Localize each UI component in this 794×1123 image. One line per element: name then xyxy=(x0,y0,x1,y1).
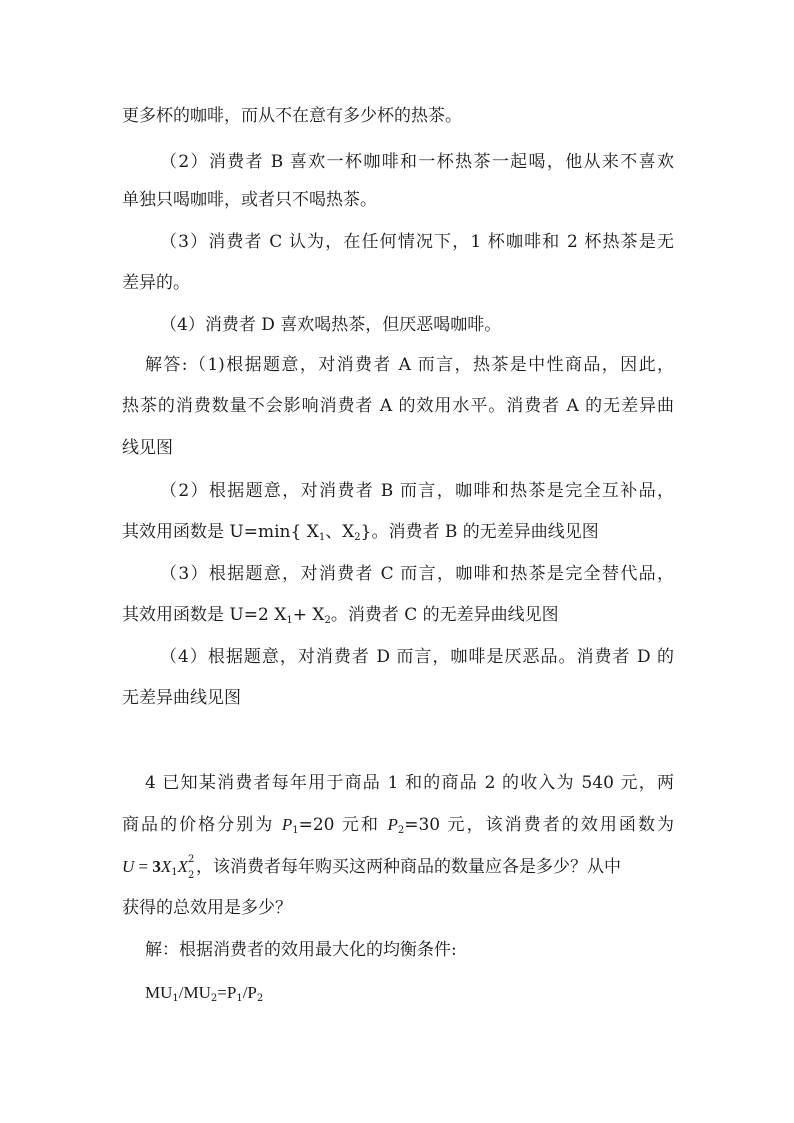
text-line-20: 解：根据消费者的效用最大化的均衡条件: xyxy=(145,940,457,960)
text-line-18: $U = 3X_1X$ 2 2 ，该消费者每年购买这两种商品的数量应各是多少？从中 xyxy=(122,854,622,881)
text-line-19: 获得的总效用是多少？ xyxy=(122,898,292,918)
text-line-10: （2）根据题意，对消费者 B 而言，咖啡和热茶是完全互补品， xyxy=(160,481,674,501)
text-line-13: 其效用函数是 U=2 $X_1+ X_2$。消费者 C 的无差异曲线见图 xyxy=(122,605,559,626)
text-line-1: 更多杯的咖啡，而从不在意有多少杯的热茶。 xyxy=(122,106,462,126)
text-line-8: 热茶的消费数量不会影响消费者 A 的效用水平。消费者 A 的无差异曲 xyxy=(122,396,674,416)
text-line-16: 4 已知某消费者每年用于商品 1 和的商品 2 的收入为 540 元，两 xyxy=(145,773,674,793)
text-line-15: 无差异曲线见图 xyxy=(122,688,241,708)
text-line-7: 解答:（1)根据题意，对消费者 A 而言，热茶是中性商品，因此， xyxy=(145,355,674,375)
text-line-9: 线见图 xyxy=(122,438,173,458)
text-line-3: 单独只喝咖啡，或者只不喝热茶。 xyxy=(122,190,377,210)
text-line-21: $MU_1/MU_2=P_1/P_2$ xyxy=(145,983,264,1004)
text-line-11: 其效用函数是 U=min{ $X_1$、$X_2$}。消费者 B 的无差异曲线见图 xyxy=(122,522,599,543)
text-line-2: （2）消费者 B 喜欢一杯咖啡和一杯热茶一起喝，他从来不喜欢 xyxy=(160,152,674,172)
text-line-12: （3）根据题意，对消费者 C 而言，咖啡和热茶是完全替代品， xyxy=(160,564,674,584)
text-line-5: 差异的。 xyxy=(122,273,190,293)
utility-formula-u: U xyxy=(122,857,135,876)
text-line-14: （4）根据题意，对消费者 D 而言，咖啡是厌恶品。消费者 D 的 xyxy=(160,647,674,667)
text-line-4: （3）消费者 C 认为，在任何情况下，1 杯咖啡和 2 杯热茶是无 xyxy=(160,232,674,252)
text-line-6: （4）消费者 D 喜欢喝热茶，但厌恶喝咖啡。 xyxy=(160,315,502,335)
text-line-17: 商品的价格分别为 $P_1=20$ 元和 $P_2=30$ 元，该消费者的效用函数为 xyxy=(122,815,675,836)
